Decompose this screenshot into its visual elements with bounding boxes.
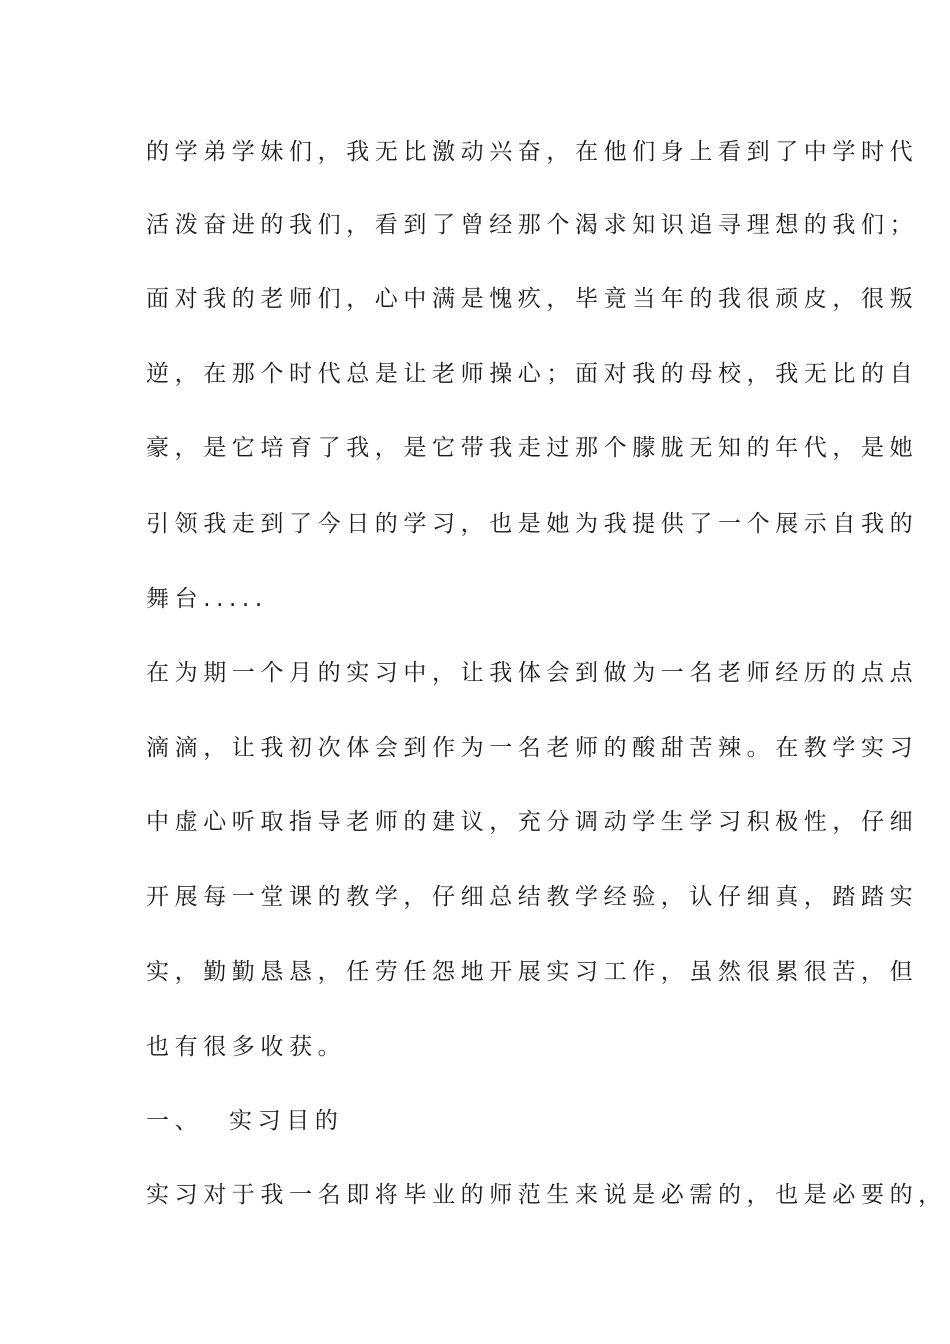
- text-line: 引领我走到了今日的学习，也是她为我提供了一个展示自我的: [146, 511, 919, 537]
- text-line: 豪，是它培育了我，是它带我走过那个朦胧无知的年代，是她: [146, 435, 919, 461]
- text-line: 也有很多收获。: [146, 1034, 347, 1060]
- text-line: 面对我的老师们，心中满是愧疚，毕竟当年的我很顽皮，很叛: [146, 286, 919, 312]
- section-heading: 一、 实习目的: [146, 1108, 344, 1134]
- text-line: 活泼奋进的我们，看到了曾经那个渴求知识追寻理想的我们；: [146, 212, 919, 238]
- paragraph-start-line: 在为期一个月的实习中，让我体会到做为一名老师经历的点点: [146, 660, 919, 686]
- text-line: 实，勤勤恳恳，任劳任怨地开展实习工作，虽然很累很苦，但: [146, 959, 919, 985]
- text-line: 中虚心听取指导老师的建议，充分调动学生学习积极性，仔细: [146, 809, 919, 835]
- paragraph-start-line: 实习对于我一名即将毕业的师范生来说是必需的，也是必要的，: [146, 1182, 947, 1208]
- text-line: 滴滴，让我初次体会到作为一名老师的酸甜苦辣。在教学实习: [146, 735, 919, 761]
- text-line: 逆，在那个时代总是让老师操心；面对我的母校，我无比的自: [146, 361, 919, 387]
- text-line: 开展每一堂课的教学，仔细总结教学经验，认仔细真，踏踏实: [146, 884, 919, 910]
- text-line: 舞台.....: [146, 586, 268, 612]
- text-line: 的学弟学妹们，我无比激动兴奋，在他们身上看到了中学时代: [146, 139, 919, 165]
